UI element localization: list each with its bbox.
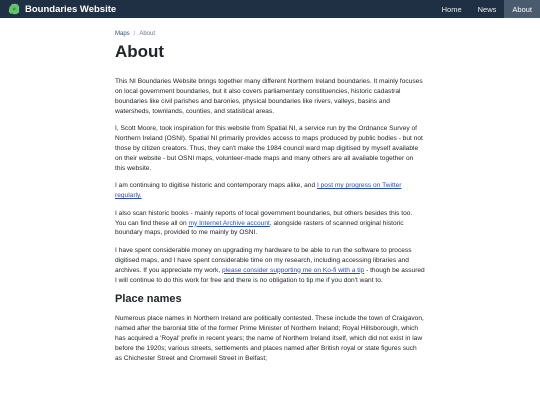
ko-fi-link[interactable]: please consider supporting me on Ko-fi with a tip (222, 266, 365, 274)
breadcrumb-link-maps[interactable]: Maps (115, 31, 130, 37)
northern-ireland-map-logo-icon (8, 3, 20, 15)
nav-link-news[interactable]: News (477, 4, 497, 14)
scans-text: I also scan historic books - mainly reports of local government boundaries, but others besides this too. You can find these all on (115, 209, 413, 227)
top-navbar (0, 0, 540, 18)
support-text: I have spent considerable money on upgrading my hardware to be able to run the software to process digitised maps, and I have spent considerable time on my research, including accessing libraries and archives. If you appreciate my work, (115, 246, 412, 274)
support-paragraph (115, 246, 425, 286)
brand-title: Boundaries Website (25, 3, 117, 15)
progress-text: I am continuing to digitise historic and contemporary maps alike, and (115, 182, 317, 190)
place-names-paragraph: Numerous place names in Northern Ireland are politically contested. These include the town of Craigavon, named after the baronial title of the former Prime Minister of Northern Ireland; Royal Hillsborough, which has acquired a 'Royal' prefix in recent years; the name of Northern Ireland itself, which did not exist in law before the 1920s; various streets, settlements and places named after British royal or state figures such as Chichester Street and Cromwell Street in Belfast; (115, 315, 424, 362)
breadcrumb-current: About (139, 31, 156, 37)
place-names-heading: Place names (115, 293, 182, 306)
progress-paragraph (115, 181, 425, 201)
inspiration-paragraph: I, Scott Moore, took inspiration for this website from Spatial NI, a service run by the Ordnance Survey of Northern Ireland (OSNI). Spatial NI primarily provides access to maps produced by public bodies - but not those by citizen creators. Thus, they can't make the 1984 council ward map digitised by myself available on their website - but OSNI maps, volunteer-made maps and many others are all available together on this website. (115, 125, 423, 173)
nav-link-home[interactable]: Home (441, 4, 462, 14)
page-title: About (115, 42, 165, 61)
main-content (115, 18, 425, 371)
breadcrumb-separator: / (133, 31, 136, 37)
nav-link-about[interactable]: About (504, 0, 540, 18)
scans-paragraph (115, 209, 425, 239)
intro-paragraph: This NI Boundaries Website brings together many different Northern Ireland boundaries. It mainly focuses on local government boundaries, but it also covers parliamentary constituencies, historic cadastral boundaries like civil parishes and baronies, physical boundaries like rivers, valleys, basins and watersheds, townlands, counties, and statistical areas. (115, 78, 423, 116)
support-text-end: - though be assured I will continue to do this work for free and there is no obligation to tip me if you don't want to. (115, 266, 425, 284)
scans-text-end: , alongside rasters of scanned original historic boundary maps, provided to me mainly by OSNI. (115, 219, 404, 237)
breadcrumb (115, 31, 425, 37)
internet-archive-link[interactable]: my Internet Archive account (188, 219, 270, 227)
brand[interactable] (8, 3, 116, 15)
nav-links (434, 0, 540, 18)
twitter-link[interactable]: I post my progress on Twitter regularly. (115, 182, 402, 200)
